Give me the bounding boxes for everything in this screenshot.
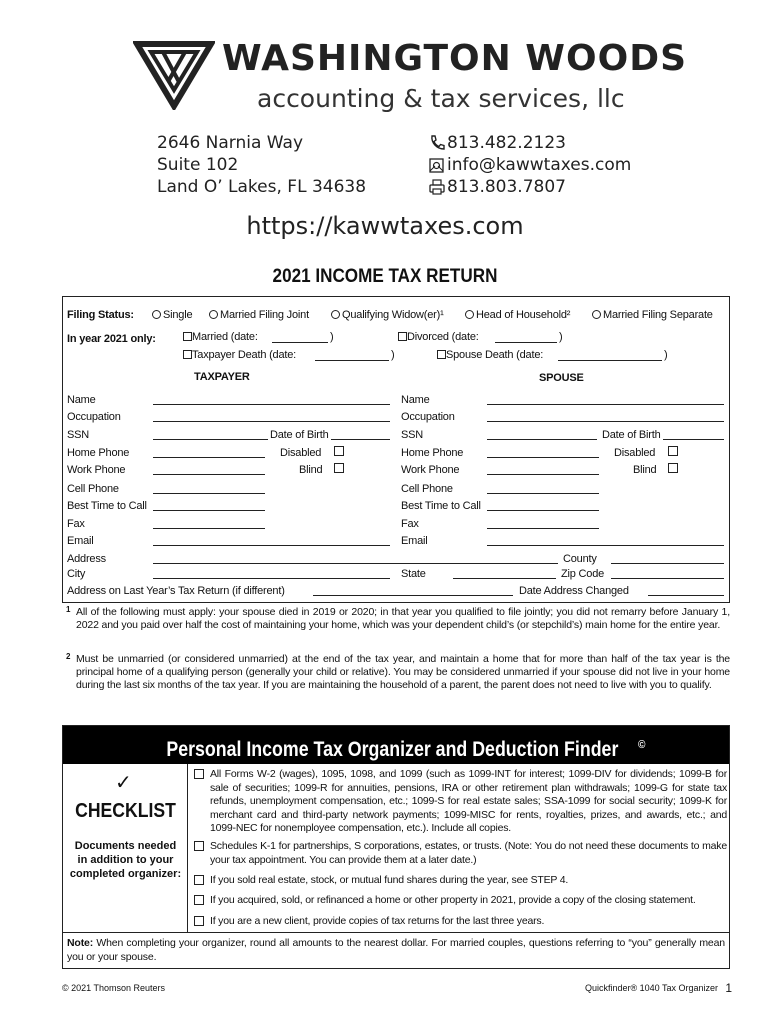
spouse-blind-label: Blind <box>633 464 657 476</box>
checklist-item-text: Schedules K-1 for partnerships, S corporations, estates, or trusts. (Note: You do not need these documents to make your tax appointment. You can provide them at a later date.) <box>210 840 727 866</box>
checkbox-icon[interactable] <box>194 769 204 779</box>
taxpayer-name-input[interactable] <box>153 404 390 405</box>
docs-needed-text: Documents needed in addition to your completed organizer: <box>69 840 182 880</box>
spouse-disabled-label: Disabled <box>614 447 656 459</box>
spouse-ssn-input[interactable] <box>487 439 597 440</box>
taxpayer-fax-input[interactable] <box>153 528 265 529</box>
spouse-blind-checkbox[interactable] <box>668 463 678 473</box>
organizer-note <box>67 937 725 964</box>
note-label: Note: <box>67 937 94 949</box>
spouse-death-field[interactable]: Spouse Death (date: <box>437 349 543 361</box>
spouse-ssn-label: SSN <box>401 429 424 441</box>
checkbox-icon[interactable] <box>194 841 204 851</box>
brand-subtitle: accounting & tax services, llc <box>257 84 625 113</box>
checkbox-icon[interactable] <box>183 332 192 341</box>
fax-icon <box>428 178 446 196</box>
spouse-name-input[interactable] <box>487 404 724 405</box>
taxpayer-name-label: Name <box>67 394 96 406</box>
checkbox-icon[interactable] <box>194 875 204 885</box>
spouse-home-phone-label: Home Phone <box>401 447 464 459</box>
checkbox-icon[interactable] <box>437 350 446 359</box>
filing-option-single[interactable]: Single <box>152 309 192 321</box>
taxpayer-info-form <box>62 296 730 603</box>
checkbox-icon[interactable] <box>194 916 204 926</box>
footnote-1 <box>62 606 730 632</box>
checklist-item-text: If you are a new client, provide copies of tax returns for the last three years. <box>210 915 545 927</box>
phone-icon <box>428 134 446 152</box>
radio-icon[interactable] <box>465 310 474 319</box>
spouse-name-label: Name <box>401 394 430 406</box>
taxpayer-cell-label: Cell Phone <box>67 483 119 495</box>
checklist-item[interactable] <box>194 894 727 908</box>
spouse-cell-input[interactable] <box>487 493 599 494</box>
divider <box>63 932 729 933</box>
checklist-item[interactable] <box>194 874 727 888</box>
taxpayer-fax-label: Fax <box>67 518 85 530</box>
spouse-occupation-input[interactable] <box>487 421 724 422</box>
website-url[interactable]: https://kawwtaxes.com <box>246 212 524 240</box>
filing-status-label: Filing Status: <box>67 309 134 321</box>
spouse-dob-label: Date of Birth <box>602 429 661 441</box>
checkmark-icon: ✓ <box>115 770 132 794</box>
address-line-3: Land O’ Lakes, FL 34638 <box>157 177 367 197</box>
spouse-disabled-checkbox[interactable] <box>668 446 678 456</box>
taxpayer-dob-label: Date of Birth <box>270 429 329 441</box>
married-date-line[interactable] <box>272 342 328 343</box>
taxpayer-ssn-label: SSN <box>67 429 90 441</box>
taxpayer-email-label: Email <box>67 535 94 547</box>
radio-icon[interactable] <box>209 310 218 319</box>
footnote-number: 2 <box>66 652 71 661</box>
brand-name: WASHINGTON WOODS <box>222 38 687 79</box>
taxpayer-heading: TAXPAYER <box>194 371 250 383</box>
copyright-mark: © <box>637 739 646 751</box>
page-number: 1 <box>725 981 732 995</box>
checkbox-icon[interactable] <box>398 332 407 341</box>
checkbox-icon[interactable] <box>194 895 204 905</box>
organizer-checklist-box <box>62 725 730 969</box>
spouse-fax-label: Fax <box>401 518 419 530</box>
company-logo-icon <box>133 40 215 110</box>
spouse-death-line[interactable] <box>558 360 662 361</box>
filing-option-widow[interactable]: Qualifying Widow(er)¹ <box>331 309 444 321</box>
close-paren: ) <box>330 331 334 343</box>
taxpayer-email-input[interactable] <box>153 545 390 546</box>
footnote-text: Must be unmarried (or considered unmarried) at the end of the tax year, and maintain a home that for more than half of the tax year is the principal home of a qualifying person (generally your child or relative). You may be considered unmarried if your spouse did not live in your home during the last six months of the tax year. If you are maintaining the household of a parent, the parent does not need to live with you to qualify. <box>76 653 730 691</box>
address-input[interactable] <box>153 563 558 564</box>
email-icon <box>428 156 446 174</box>
checklist-item-text: If you sold real estate, stock, or mutual fund shares during the year, see STEP 4. <box>210 874 569 886</box>
spouse-email-label: Email <box>401 535 428 547</box>
spouse-cell-label: Cell Phone <box>401 483 453 495</box>
contact-info <box>428 132 631 198</box>
close-paren: ) <box>559 331 563 343</box>
radio-icon[interactable] <box>152 310 161 319</box>
county-label: County <box>563 553 597 565</box>
spouse-occupation-label: Occupation <box>401 411 455 423</box>
taxpayer-home-phone-label: Home Phone <box>67 447 130 459</box>
close-paren: ) <box>391 349 395 361</box>
radio-icon[interactable] <box>331 310 340 319</box>
taxpayer-disabled-label: Disabled <box>280 447 322 459</box>
taxpayer-home-phone-input[interactable] <box>153 457 265 458</box>
taxpayer-occupation-input[interactable] <box>153 421 390 422</box>
footnote-text: All of the following must apply: your spouse died in 2019 or 2020; in that year you qualified to file jointly; you did not remarry before January 1, 2022 and you paid over half the cost of maintaining your home, which was your dependent child’s (or stepchild’s) main home for the entire year. <box>76 606 730 631</box>
taxpayer-disabled-checkbox[interactable] <box>334 446 344 456</box>
product-footer: Quickfinder® 1040 Tax Organizer <box>584 983 718 993</box>
email-address: info@kawwtaxes.com <box>447 155 632 175</box>
spouse-work-phone-input[interactable] <box>487 474 599 475</box>
spouse-fax-input[interactable] <box>487 528 599 529</box>
date-changed-label: Date Address Changed <box>519 585 629 597</box>
county-input[interactable] <box>611 563 724 564</box>
date-changed-input[interactable] <box>648 595 724 596</box>
zip-label: Zip Code <box>561 568 605 580</box>
filing-option-mfs[interactable]: Married Filing Separate <box>592 309 713 321</box>
state-input[interactable] <box>453 578 556 579</box>
page-title: 2021 INCOME TAX RETURN <box>272 266 498 287</box>
spouse-best-time-input[interactable] <box>487 510 599 511</box>
spouse-heading: SPOUSE <box>539 372 584 384</box>
filing-option-hoh[interactable]: Head of Household² <box>465 309 570 321</box>
married-date-field[interactable]: Married (date: <box>183 331 258 343</box>
checklist-sidebar <box>63 764 188 932</box>
radio-icon[interactable] <box>592 310 601 319</box>
note-text: When completing your organizer, round all amounts to the nearest dollar. For married couples, questions referring to “you” generally mean you or your spouse. <box>67 937 725 963</box>
state-label: State <box>401 568 426 580</box>
filing-option-mfj[interactable]: Married Filing Joint <box>209 309 309 321</box>
taxpayer-ssn-input[interactable] <box>153 439 268 440</box>
taxpayer-best-time-label: Best Time to Call <box>67 500 147 512</box>
taxpayer-work-phone-label: Work Phone <box>67 464 126 476</box>
checklist-title: CHECKLIST <box>75 800 176 822</box>
checklist-item[interactable] <box>194 840 727 867</box>
spouse-work-phone-label: Work Phone <box>401 464 460 476</box>
spouse-email-input[interactable] <box>487 545 724 546</box>
fax-number: 813.803.7807 <box>447 177 566 197</box>
close-paren: ) <box>664 349 668 361</box>
footnote-2 <box>62 653 730 692</box>
taxpayer-occupation-label: Occupation <box>67 411 121 423</box>
spouse-best-time-label: Best Time to Call <box>401 500 481 512</box>
taxpayer-dob-input[interactable] <box>331 439 390 440</box>
taxpayer-blind-label: Blind <box>299 464 323 476</box>
zip-input[interactable] <box>611 578 724 579</box>
divorced-date-line[interactable] <box>495 342 557 343</box>
footnote-number: 1 <box>66 605 71 614</box>
checklist-item[interactable] <box>194 915 727 929</box>
address-line-2: Suite 102 <box>157 155 239 175</box>
checklist-item[interactable] <box>194 768 727 836</box>
address-line-1: 2646 Narnia Way <box>157 133 304 153</box>
taxpayer-death-field[interactable]: Taxpayer Death (date: <box>183 349 296 361</box>
office-address <box>157 132 366 198</box>
last-year-address-input[interactable] <box>313 595 513 596</box>
checklist-item-text: All Forms W-2 (wages), 1095, 1098, and 1099 (such as 1099-INT for interest; 1099-DIV for dividends; 1099-B for sale of securities; 1099-R for annuities, pensions, IRA or other retirement plan withdrawals; 1099-G for state tax refunds, unemployment compensation, etc.; 1099-S for real estate sales; SSA-1099 for social security; 1099-K for merchant card and third-party network payments; 1099-MISC for rents, royalties, prizes, and awards, etc.; and 1099-NEC for nonemployee compensation, etc.). Include all copies. <box>210 768 727 834</box>
spouse-home-phone-input[interactable] <box>487 457 599 458</box>
city-input[interactable] <box>153 578 390 579</box>
checklist-item-text: If you acquired, sold, or refinanced a home or other property in 2021, provide a copy of the closing statement. <box>210 894 696 906</box>
year-events-label: In year 2021 only: <box>67 333 156 345</box>
taxpayer-best-time-input[interactable] <box>153 510 265 511</box>
phone-number: 813.482.2123 <box>447 133 566 153</box>
address-label: Address <box>67 553 106 565</box>
taxpayer-death-line[interactable] <box>315 360 389 361</box>
last-year-address-label: Address on Last Year’s Tax Return (if different) <box>67 585 285 597</box>
organizer-heading: Personal Income Tax Organizer and Deduction Finder © <box>63 726 729 764</box>
checkbox-icon[interactable] <box>183 350 192 359</box>
taxpayer-blind-checkbox[interactable] <box>334 463 344 473</box>
taxpayer-work-phone-input[interactable] <box>153 474 265 475</box>
spouse-dob-input[interactable] <box>663 439 724 440</box>
divorced-date-field[interactable]: Divorced (date: <box>398 331 479 343</box>
taxpayer-cell-input[interactable] <box>153 493 265 494</box>
copyright-footer: © 2021 Thomson Reuters <box>62 983 166 993</box>
city-label: City <box>67 568 86 580</box>
